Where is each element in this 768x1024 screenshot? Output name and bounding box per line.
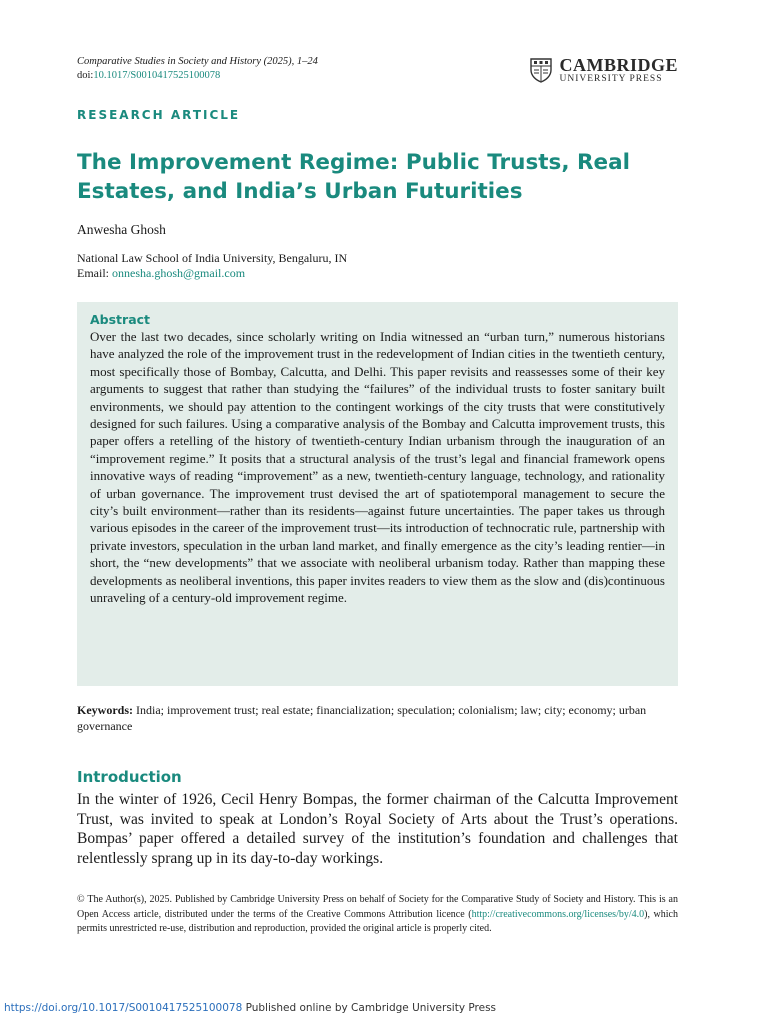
author-affiliation: National Law School of India University, Bengaluru, IN [77,251,348,265]
abstract-text: Over the last two decades, since scholarly writing on India witnessed an “urban turn,” numerous historians have analyzed the role of the improvement trust in the redevelopment of Indian cities in the twentieth century, most specifically those of Bombay, Calcutta, and Delhi. This paper revisits and reassesses some of their key arguments to suggest that rather than studying the “failures” of the individual trusts to foster sanitary built environments, we should pay attention to the contingent workings of the city trusts that were constitutively designed for such failures. Using a comparative analysis of the Bombay and Calcutta improvement trusts, this paper offers a retelling of the history of twentieth-century Indian urbanism through the inauguration of an “improvement regime.” It posits that a structural analysis of the trust’s legal and financial framework opens innovative ways of reading “improvement” as a new, twentieth-century language, technology, and rationality of urban governance. The improvement trust devised the art of spatiotemporal management to secure the city’s built environment—rather than its residents—against future uncertainties. The paper takes us through various episodes in the career of the improvement trust—its introduction of technocratic rule, partnership with private investors, speculation in the urban land market, and finally emergence as the city’s leading rentier—in short, the “new developments” that we associate with neoliberal urbanism today. Rather than mapping these developments as neoliberal inventions, this paper invites readers to view them as the slow and (dis)continuous unraveling of a century-old improvement regime. [90,329,665,606]
license-link[interactable]: http://creativecommons.org/licenses/by/4.0 [471,908,645,920]
article-type: RESEARCH ARTICLE [77,108,241,122]
abstract-box [77,302,678,686]
email-label: Email: [77,266,112,280]
copyright-footnote [77,893,678,937]
introduction-text: In the winter of 1926, Cecil Henry Bompas, the former chairman of the Calcutta Improvement Trust, was invited to speak at London’s Royal Society of Arts about the Trust’s operations. Bompas’ paper offered a detailed survey of the institution’s foundation and challenges that relentlessly sprang up in its day-to-day workings. [77,791,678,867]
abstract-heading: Abstract [90,312,151,327]
footnote-text-after: ), which permits unrestricted re-use, distribution and reproduction, provided the original article is properly cited. [77,908,678,934]
email-link[interactable]: onnesha.ghosh@gmail.com [112,266,246,280]
bottom-doi-link[interactable]: https://doi.org/10.1017/S0010417525100078 [4,1002,243,1014]
publisher-logo [529,56,678,85]
author-name: Anwesha Ghosh [77,222,166,237]
keywords-label: Keywords: [77,703,133,717]
doi-prefix: doi: [77,70,94,81]
doi-link[interactable]: 10.1017/S0010417525100078 [93,70,221,81]
bottom-published-text: Published online by Cambridge University Press [242,1002,497,1014]
doi-line [77,69,220,83]
footnote-text-before: © The Author(s), 2025. Published by Cambridge University Press on behalf of Society for the Comparative Study of Society and History. This is an Open Access article, distributed under the terms of the Creative Commons Attribution licence ( [77,894,678,920]
publisher-name: CAMBRIDGE [559,55,678,75]
article-title: The Improvement Regime: Public Trusts, Real Estates, and India’s Urban Futurities [77,150,630,204]
author-email [77,266,245,281]
journal-citation: Comparative Studies in Society and History (2025), 1–24 [77,56,318,67]
bottom-bar [4,1002,496,1014]
introduction-heading: Introduction [77,768,182,786]
cambridge-shield-icon [529,57,553,83]
keywords [77,703,678,734]
keywords-text: India; improvement trust; real estate; financialization; speculation; colonialism; law; city; economy; urban governance [77,703,647,733]
publisher-subtitle: UNIVERSITY PRESS [559,74,663,84]
